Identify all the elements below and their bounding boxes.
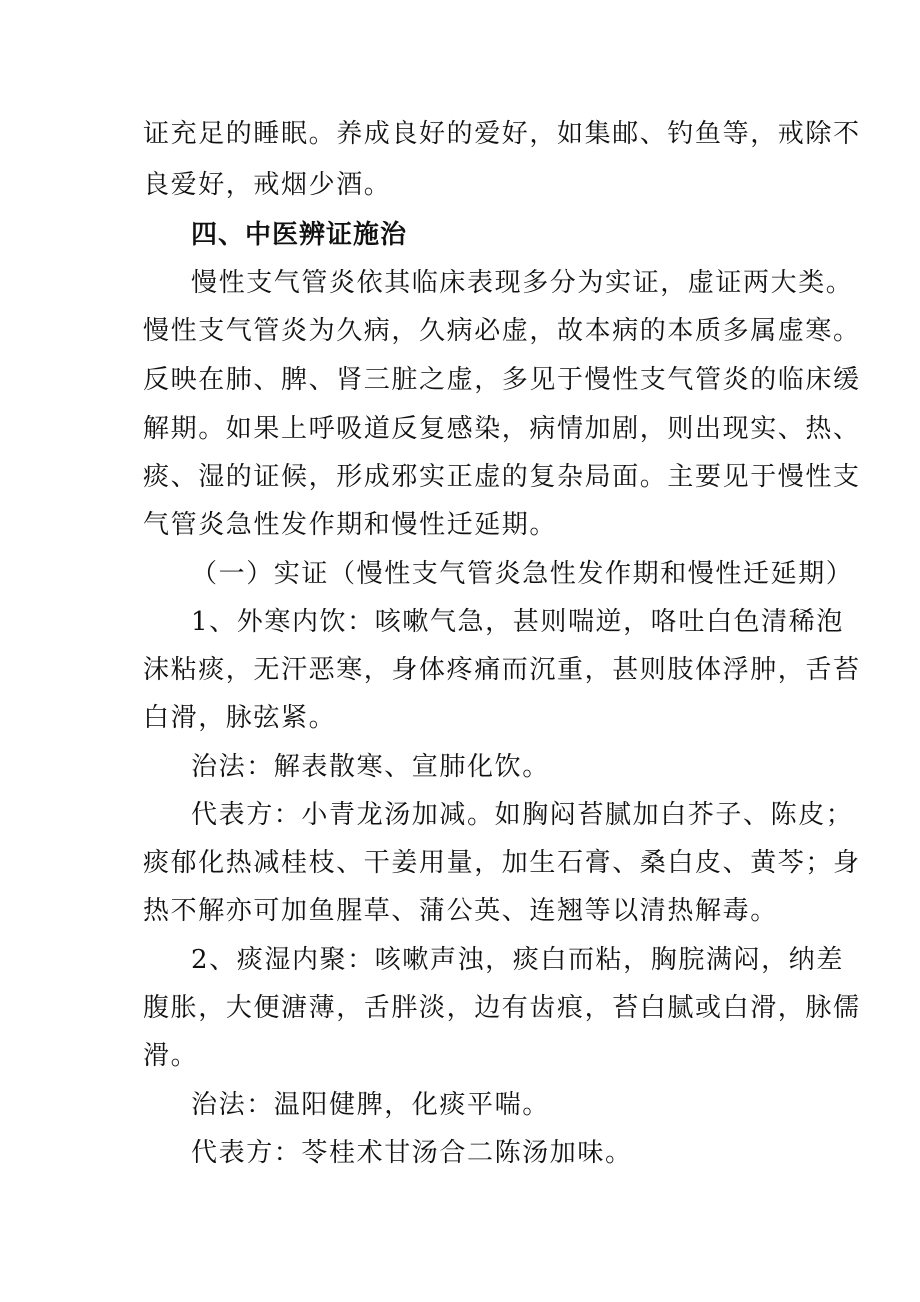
body-text-line: 痰郁化热减桂枝、干姜用量，加生石膏、桑白皮、黄芩；身 (143, 848, 861, 878)
subsection-heading: （一）实证（慢性支气管炎急性发作期和慢性迁延期） (191, 559, 854, 589)
body-text-line: 痰、湿的证候，形成邪实正虚的复杂局面。主要见于慢性支 (143, 462, 861, 492)
treatment-method-line: 治法：解表散寒、宣肺化饮。 (191, 752, 550, 782)
body-text-line: 白滑，脉弦紧。 (143, 703, 337, 733)
body-text-line: 滑。 (143, 1041, 199, 1071)
section-heading: 四、中医辨证施治 (191, 220, 408, 250)
body-text-line: 慢性支气管炎为久病，久病必虚，故本病的本质多属虚寒。 (143, 316, 861, 346)
prescription-line: 代表方：小青龙汤加减。如胸闷苔腻加白芥子、陈皮； (191, 800, 854, 830)
body-text-line: 解期。如果上呼吸道反复感染，病情加剧，则出现实、热、 (143, 414, 861, 444)
body-text-line: 腹胀，大便溏薄，舌胖淡，边有齿痕，苔白腻或白滑，脉儒 (143, 993, 861, 1023)
paragraph-first-line: 1、外寒内饮：咳嗽气急，甚则喘逆，咯吐白色清稀泡 (191, 607, 844, 637)
body-text-line: 沫粘痰，无汗恶寒，身体疼痛而沉重，甚则肢体浮肿，舌苔 (143, 655, 861, 685)
body-text-line: 反映在肺、脾、肾三脏之虚，多见于慢性支气管炎的临床缓 (143, 365, 861, 395)
body-text-line: 良爱好，戒烟少酒。 (143, 170, 392, 200)
body-text-line: 证充足的睡眠。养成良好的爱好，如集邮、钓鱼等，戒除不 (143, 119, 861, 149)
treatment-method-line: 治法：温阳健脾，化痰平喘。 (191, 1090, 550, 1120)
body-text-line: 热不解亦可加鱼腥草、蒲公英、连翘等以清热解毒。 (143, 896, 778, 926)
paragraph-first-line: 慢性支气管炎依其临床表现多分为实证，虚证两大类。 (191, 268, 854, 298)
prescription-line: 代表方：苓桂术甘汤合二陈汤加味。 (191, 1138, 633, 1168)
body-text-line: 气管炎急性发作期和慢性迁延期。 (143, 510, 558, 540)
paragraph-first-line: 2、痰湿内聚：咳嗽声浊，痰白而粘，胸脘满闷，纳差 (191, 945, 844, 975)
